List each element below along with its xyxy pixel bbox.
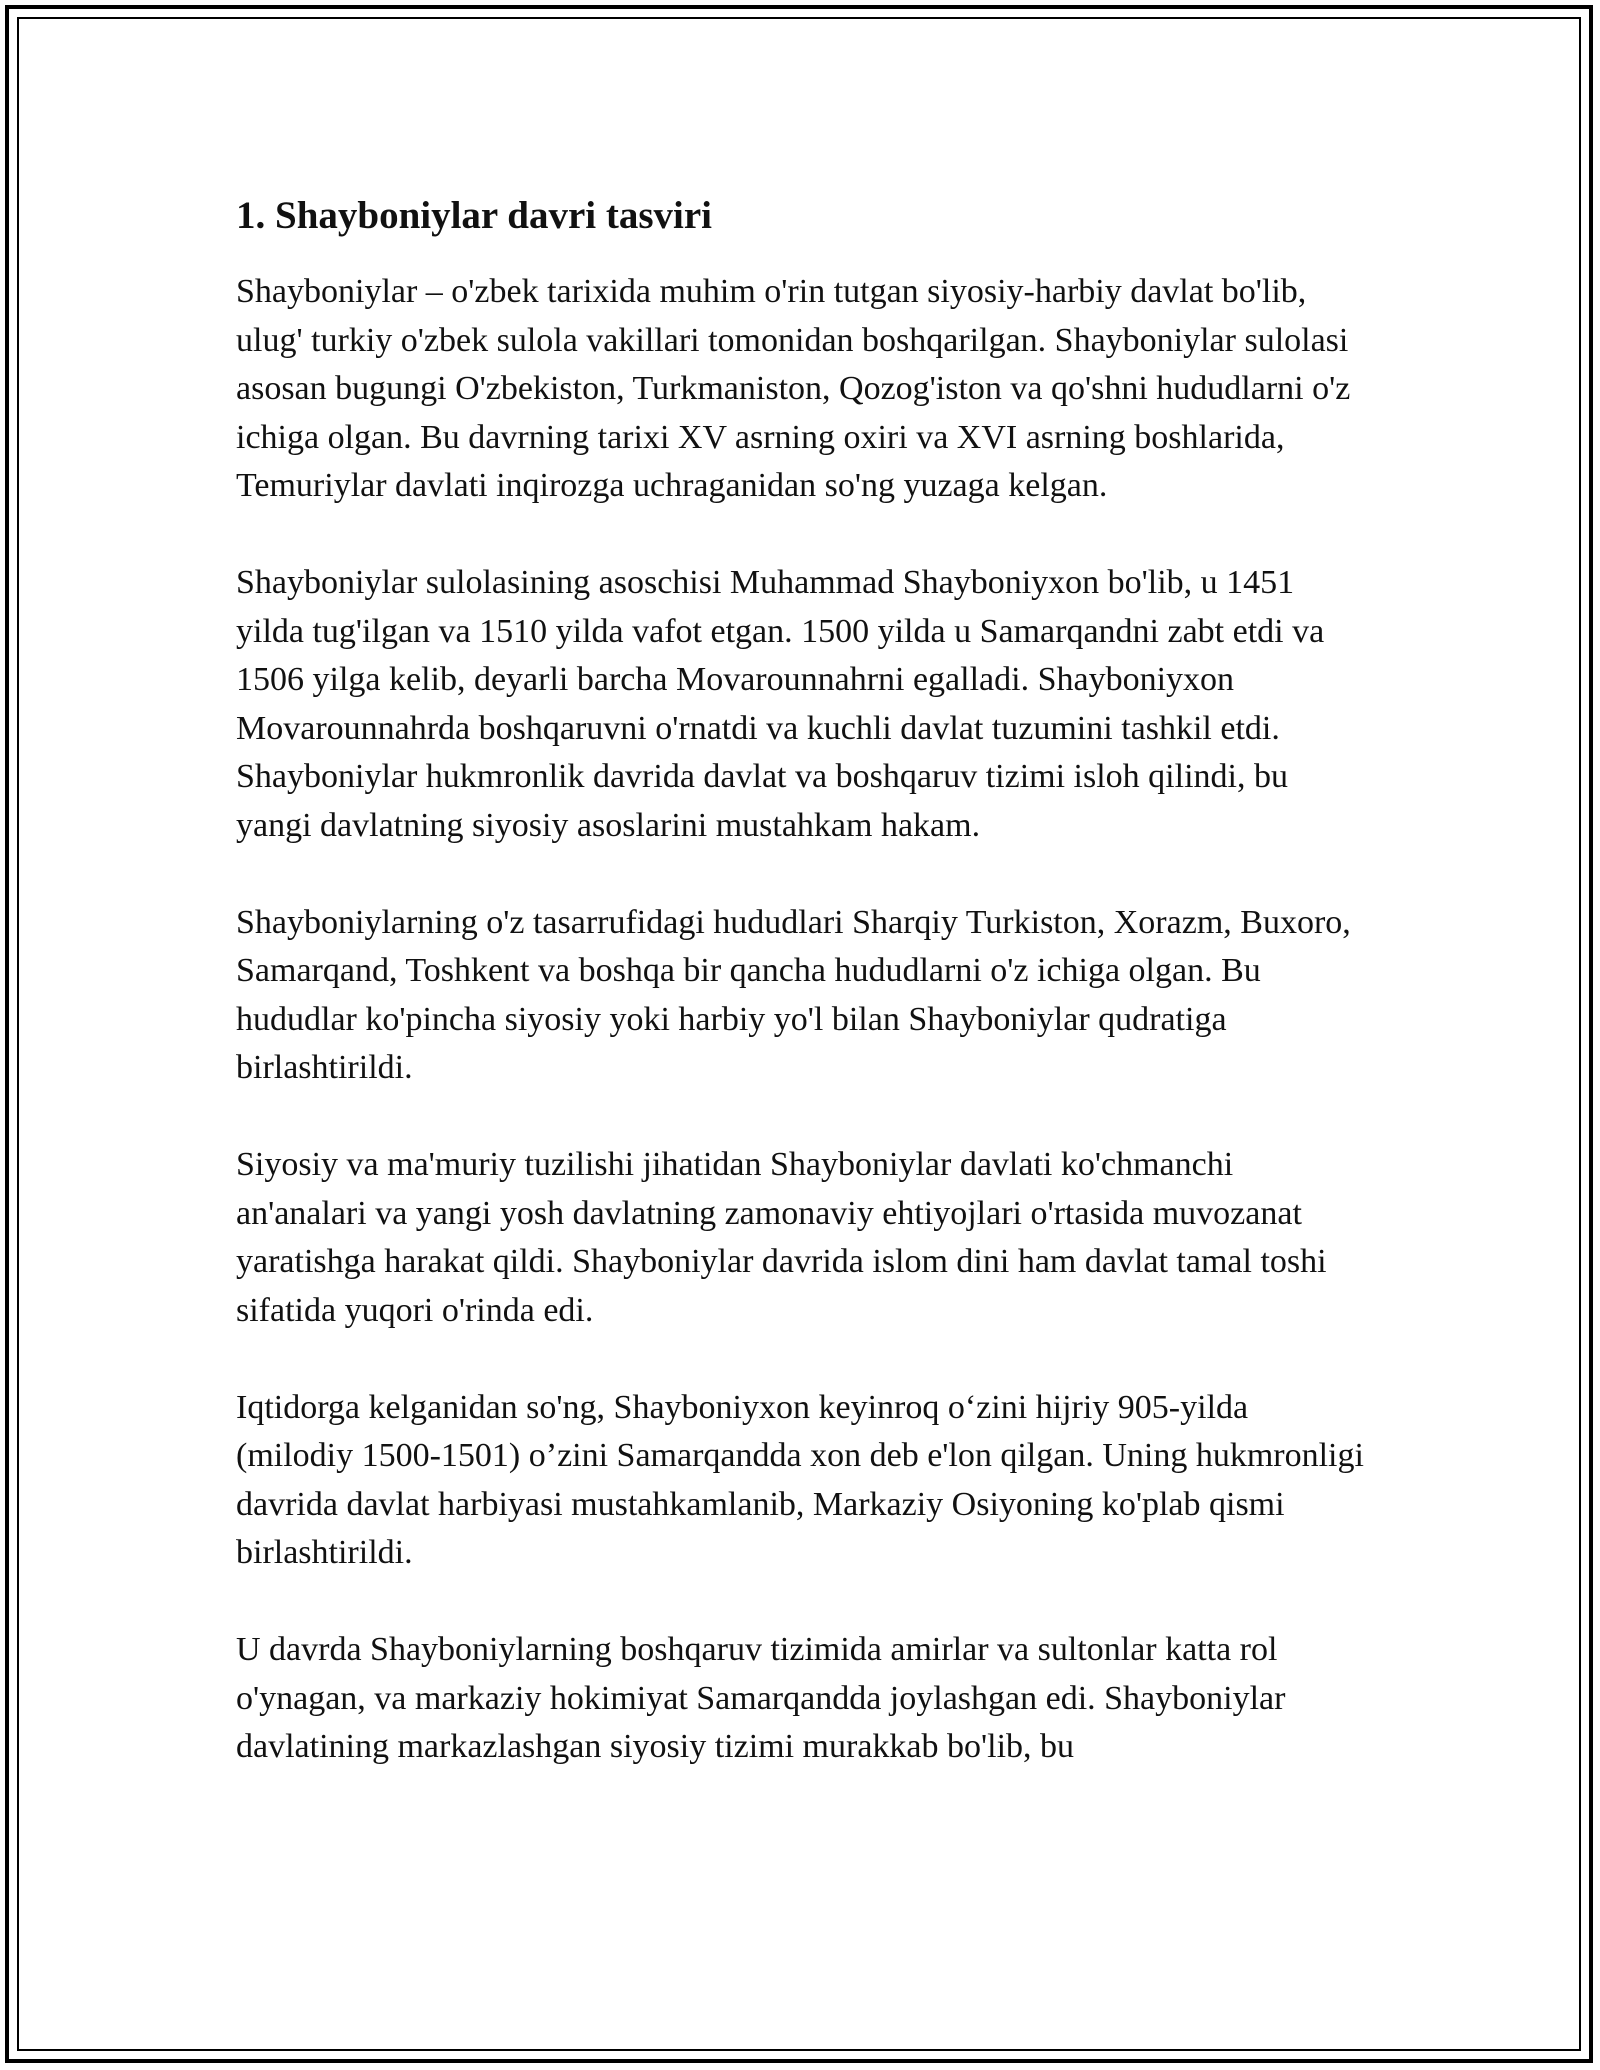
paragraph-3: Shayboniylarning o'z tasarrufidagi hududlari Sharqiy Turkiston, Xorazm, Buxoro, Samarqand, Toshkent va boshqa bir qancha hududlarni o'z ichiga olgan. Bu hududlar ko'pincha siyosiy yoki harbiy yo'l bilan Shayboniylar qudratiga birlashtirildi. [236,903,1351,1086]
document-body [236,188,1366,1820]
paragraph-5: Iqtidorga kelganidan so'ng, Shayboniyxon keyinroq o‘zini hijriy 905-yilda (milodiy 1500-1501) o’zini Samarqandda xon deb e'lon qilgan. Uning hukmronligi davrida davlat harbiyasi mustahkamlanib, Markaziy Osiyoning ko'plab qismi birlashtirildi. [236,1388,1364,1571]
paragraph-6: U davrda Shayboniylarning boshqaruv tizimida amirlar va sultonlar katta rol o'ynagan, va markaziy hokimiyat Samarqandda joylashgan edi. Shayboniylar davlatining markazlashgan siyosiy tizimi murakkab bo'lib, bu [236,1631,1286,1765]
paragraph-4: Siyosiy va ma'muriy tuzilishi jihatidan Shayboniylar davlati ko'chmanchi an'analari va yangi yosh davlatning zamonaviy ehtiyojlari o'rtasida muvozanat yaratishga harakat qildi. Shayboniylar davrida islom dini ham davlat tamal toshi sifatida yuqori o'rinda edi. [236,1146,1327,1329]
document-title: 1. Shayboniylar davri tasviri [236,194,713,237]
paragraph-2: Shayboniylar sulolasining asoschisi Muhammad Shayboniyxon bo'lib, u 1451 yilda tug'ilgan va 1510 yilda vafot etgan. 1500 yilda u Samarqandni zabt etdi va 1506 yilga kelib, deyarli barcha Movarounnahrni egalladi. Shayboniyxon Movarounnahrda boshqaruvni o'rnatdi va kuchli davlat tuzumini tashkil etdi. Shayboniylar hukmronlik davrida davlat va boshqaruv tizimi isloh qilindi, bu yangi davlatning siyosiy asoslarini mustahkam hakam. [236,564,1325,844]
paragraph-1: Shayboniylar – o'zbek tarixida muhim o'rin tutgan siyosiy-harbiy davlat bo'lib, ulug' turkiy o'zbek sulola vakillari tomonidan boshqarilgan. Shayboniylar sulolasi asosan bugungi O'zbekiston, Turkmaniston, Qozog'iston va qo'shni hududlarni o'z ichiga olgan. Bu davrning tarixi XV asrning oxiri va XVI asrning boshlarida, Temuriylar davlati inqirozga uchraganidan so'ng yuzaga kelgan. [236,273,1351,504]
